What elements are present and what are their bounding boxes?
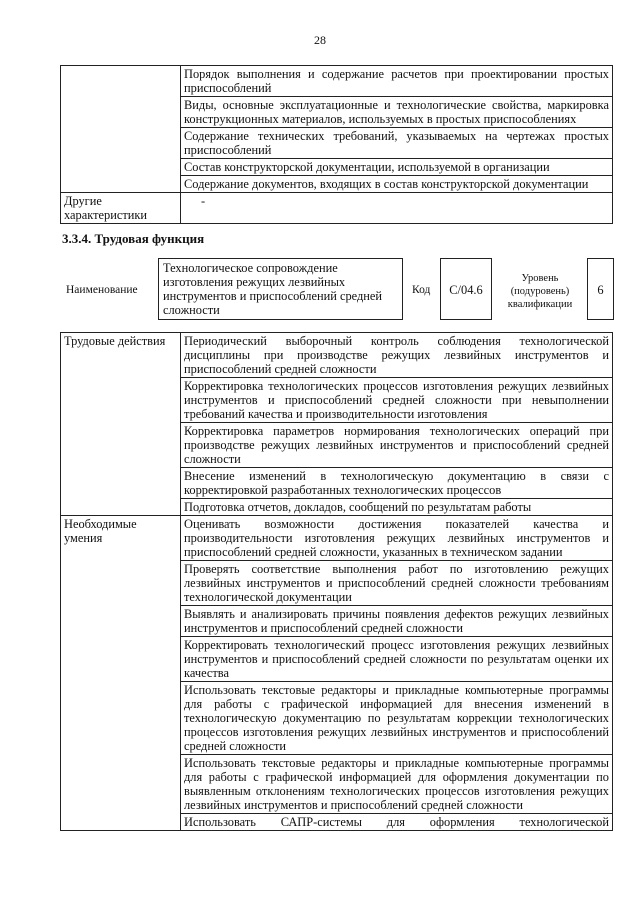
qualification-level-label: Уровень (подуровень) квалификации xyxy=(507,273,573,310)
code-label: Код xyxy=(412,284,431,296)
knowledge-item: Виды, основные эксплуатационные и технологические свойства, маркировка конструкционных материалов, используемых в простых приспособлениях xyxy=(181,97,613,128)
skill-item: Использовать текстовые редакторы и прикладные компьютерные программы для работы с графической информацией для оформления документации по выявленным отклонениям технологических процессов изготовления режущих лезвийных инструментов и приспособлений средней сложности xyxy=(181,755,613,814)
skills-label: Необходимые умения xyxy=(61,516,181,831)
skill-item: Оценивать возможности достижения показателей качества и производительности изготовления режущих лезвийных инструментов и приспособлений средней сложности, указанных в техническом задании xyxy=(181,516,613,561)
qualification-level-box: 6 xyxy=(587,258,614,320)
knowledge-item: Состав конструкторской документации, используемой в организации xyxy=(181,159,613,176)
action-item: Корректировка технологических процессов изготовления режущих лезвийных инструментов и приспособлений средней сложности при невыполнении требований качества и производительности изготовления xyxy=(181,378,613,423)
function-header xyxy=(60,258,614,320)
other-characteristics-label: Другие характеристики xyxy=(61,193,181,224)
knowledge-item: Содержание технических требований, указываемых на чертежах простых приспособлений xyxy=(181,128,613,159)
page-number: 28 xyxy=(314,33,326,47)
knowledge-item: Порядок выполнения и содержание расчетов при проектировании простых приспособлений xyxy=(181,66,613,97)
knowledge-table-continued xyxy=(60,65,613,224)
action-item: Подготовка отчетов, докладов, сообщений по результатам работы xyxy=(181,499,613,516)
other-characteristics-value: - xyxy=(181,193,613,224)
name-label: Наименование xyxy=(66,284,138,296)
knowledge-item: Содержание документов, входящих в состав конструкторской документации xyxy=(181,176,613,193)
code-value-box: C/04.6 xyxy=(440,258,492,320)
skill-item: Проверять соответствие выполнения работ по изготовлению режущих лезвийных инструментов и приспособлений средней сложности требованиям технологической документации xyxy=(181,561,613,606)
section-heading: 3.3.4. Трудовая функция xyxy=(62,231,205,246)
skill-item: Корректировать технологический процесс изготовления режущих лезвийных инструментов и приспособлений средней сложности по результатам оценки их качества xyxy=(181,637,613,682)
action-item: Периодический выборочный контроль соблюдения технологической дисциплины при производстве режущих лезвийных инструментов и приспособлений средней сложности xyxy=(181,333,613,378)
name-value-box: Технологическое сопровождение изготовления режущих лезвийных инструментов и приспособлений средней сложности xyxy=(158,258,403,320)
skill-item: Использовать текстовые редакторы и прикладные компьютерные программы для работы с графической информацией для внесения изменений в технологическую документацию по результатам коррекции технологических процессов изготовления режущих лезвийных инструментов и приспособлений средней сложности xyxy=(181,682,613,755)
function-details-table xyxy=(60,332,613,831)
skill-item: Использовать САПР-системы для оформления технологической xyxy=(181,814,613,831)
action-item: Корректировка параметров нормирования технологических операций при производстве режущих лезвийных инструментов и приспособлений средней сложности xyxy=(181,423,613,468)
skill-item: Выявлять и анализировать причины появления дефектов режущих лезвийных инструментов и приспособлений средней сложности xyxy=(181,606,613,637)
knowledge-label-cell xyxy=(61,66,181,193)
actions-label: Трудовые действия xyxy=(61,333,181,516)
action-item: Внесение изменений в технологическую документацию в связи с корректировкой разработанных технологических процессов xyxy=(181,468,613,499)
